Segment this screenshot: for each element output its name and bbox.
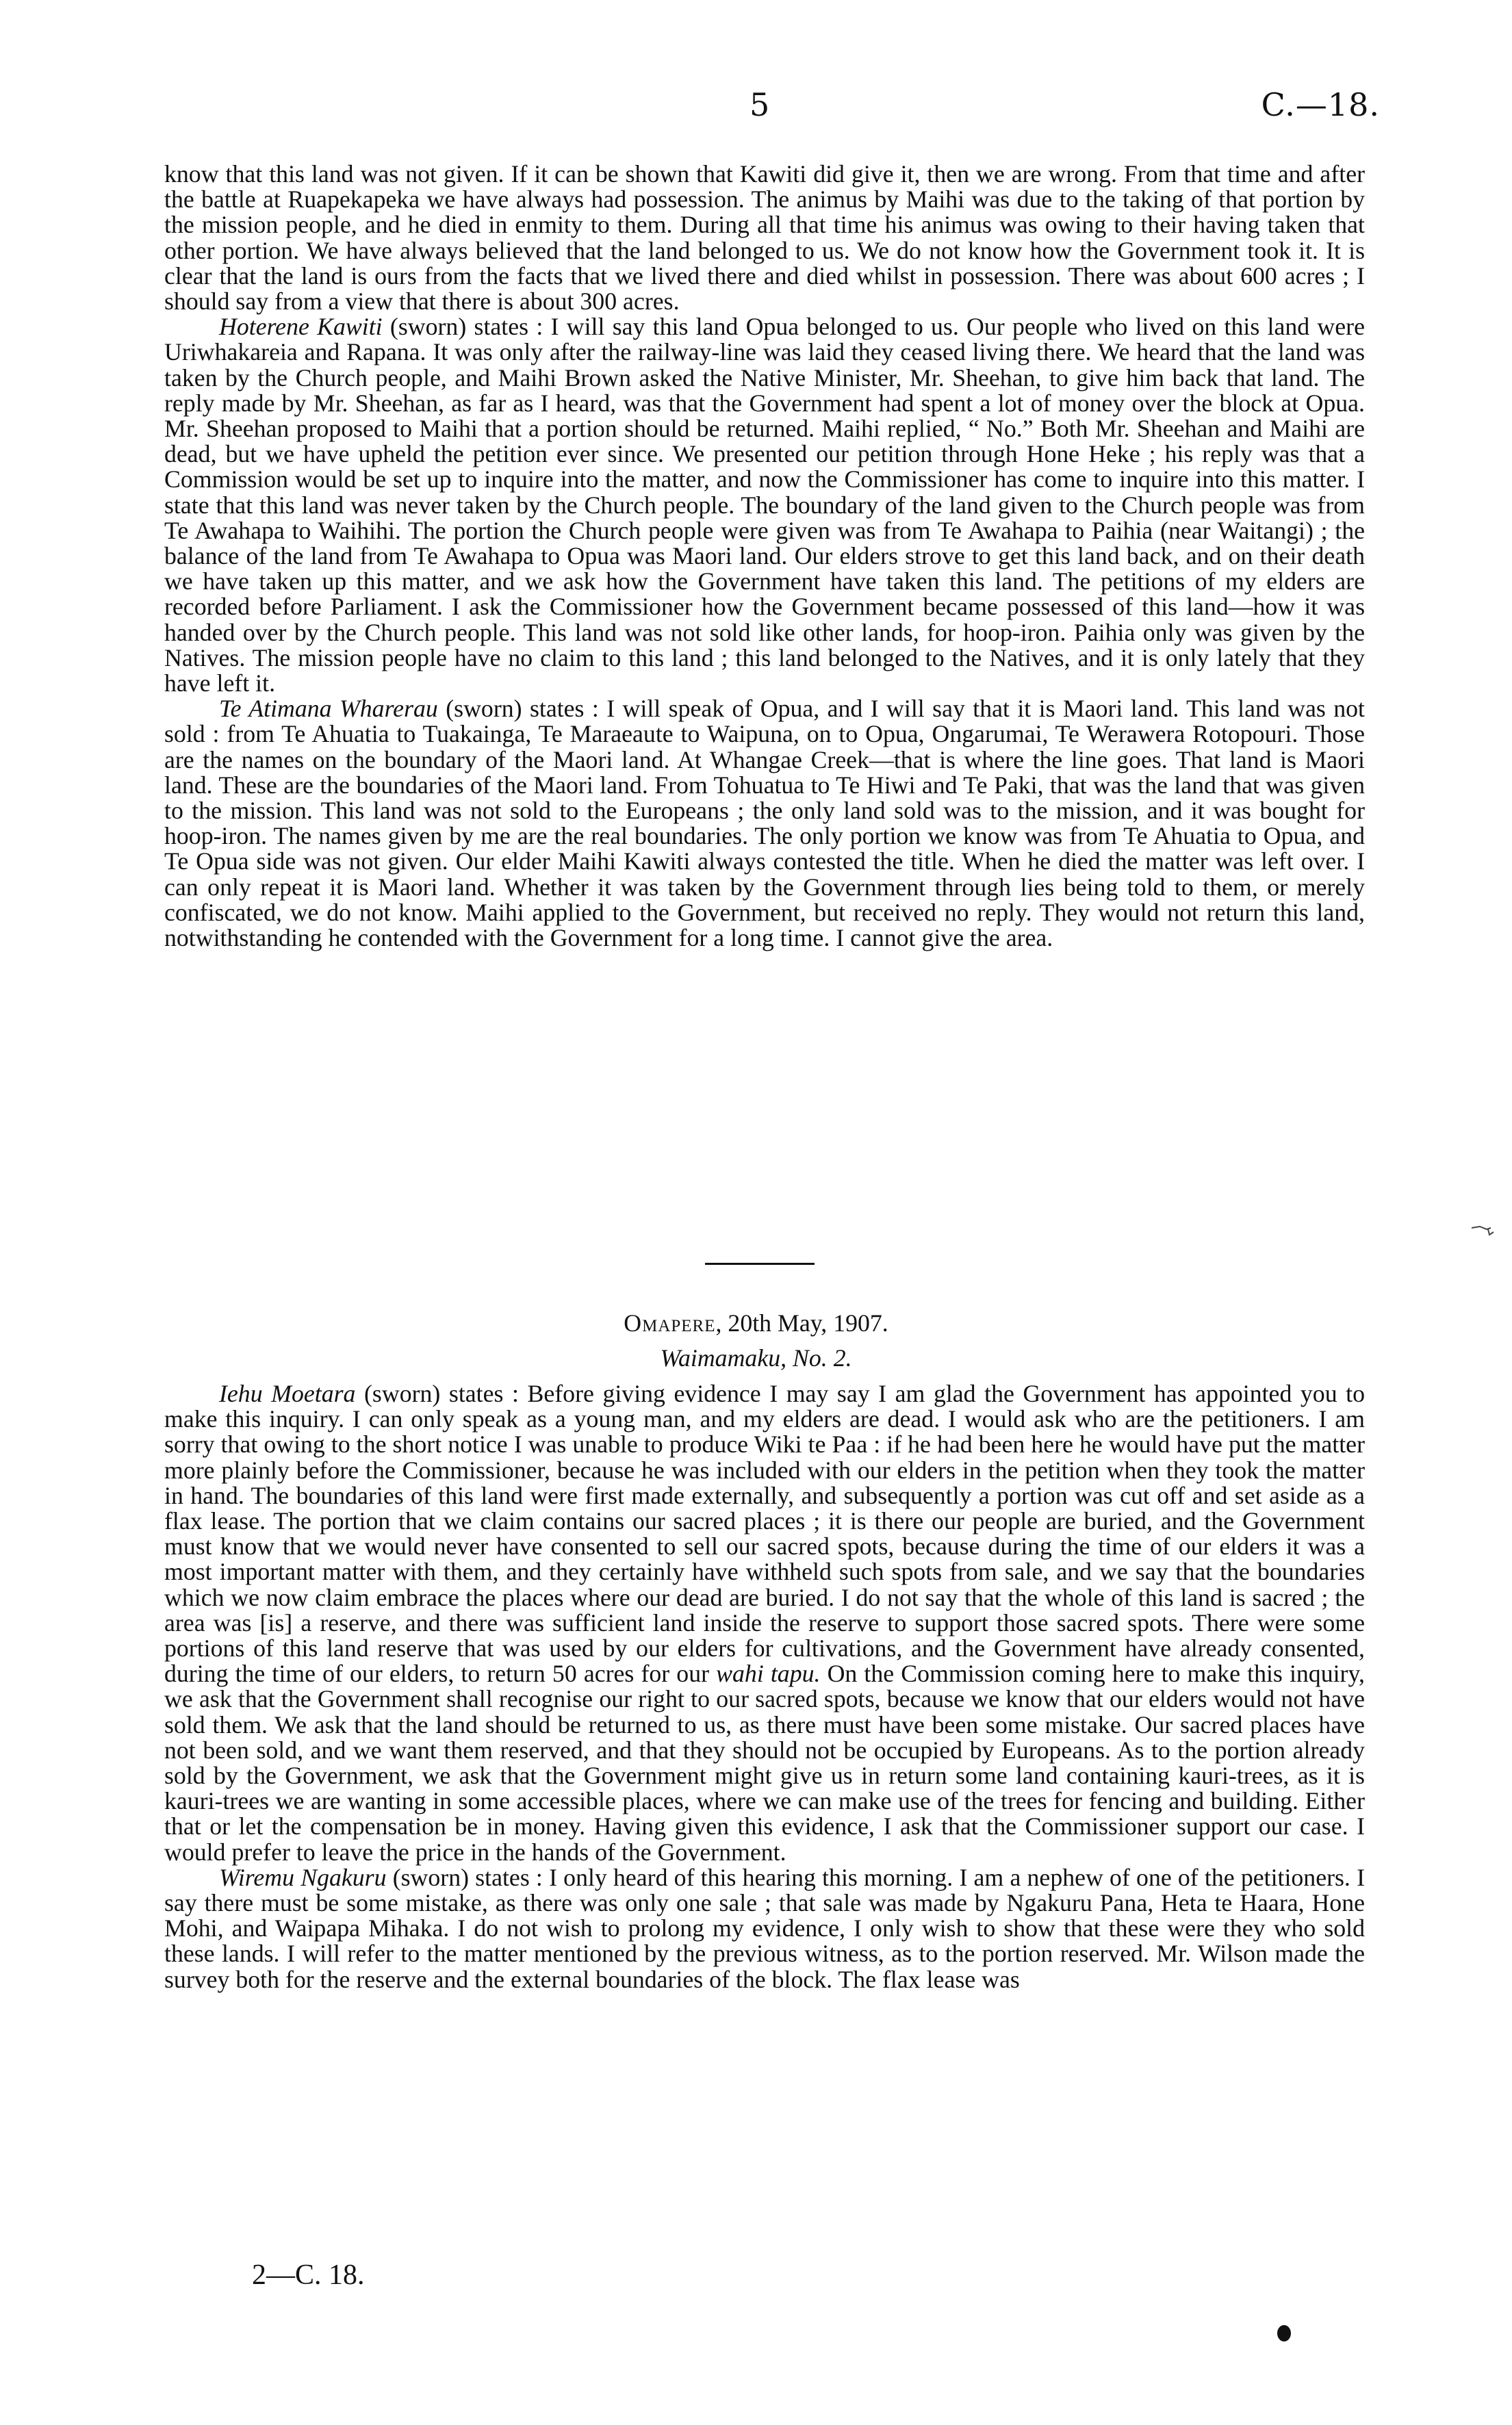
paragraph-iehu-moetara	[164, 1381, 1365, 1865]
signature-reference: 2—C. 18.	[252, 2259, 365, 2291]
page-number: 5	[749, 86, 770, 123]
hearing-date: , 20th May, 1907.	[715, 1309, 888, 1337]
paragraph-continuation: know that this land was not given. If it can be shown that Kawiti did give it, then we are wrong. From that time and after the battle at Ruapekapeka we have always had possession. The animus by Maihi was due to the taking of that portion by the mission people, and he died in enmity to them. During all that time his animus was owing to their having taken that other portion. We have always believed that the land belonged to us. We do not know how the Government took it. It is clear that the land is ours from the facts that we lived there and died whilst in possession. There was about 600 acres ; I should say from a view that there is about 300 acres.	[164, 160, 1365, 316]
testimony-text: (sworn) states : I will speak of Opua, and I will say that it is Maori land. This land was not sold : from Te Ahuatia to Tuakainga, Te Maraeaute to Waipuna, on to Opua, Ongarumai, Te Werawera Rotopouri. Those are the names on the boundary of the Maori land. At Whangae Creek—that is where the line goes. That land is Maori land. These are the boundaries of the Maori land. From Tohuatua to Te Hiwi and Te Paki, that was the land that was given to the mission. This land was not sold to the Europeans ; the only land sold was to the mission, and it was bought for hoop-iron. The names given by me are the real boundaries. The only portion we know was from Te Ahuatia to Opua, and Te Opua side was not given. Our elder Maihi Kawiti always contested the title. When he died the matter was left over. I can only repeat it is Maori land. Whether it was taken by the Government through lies being told to them, or merely confiscated, we do not know. Maihi applied to the Government, but received no reply. They would not return this land, notwithstanding he contended with the Government for a long time. I cannot give the area.	[164, 695, 1365, 952]
speaker-name: Hoterene Kawiti	[219, 313, 383, 341]
speaker-name: Wiremu Ngakuru	[219, 1863, 387, 1891]
evidence-block-waimamaku	[164, 1381, 1365, 1992]
paragraph-hoterene-kawiti	[164, 314, 1365, 696]
speaker-name: Te Atimana Wharerau	[219, 695, 438, 723]
paragraph-te-atimana-wharerau	[164, 696, 1365, 951]
hearing-place: Omapere	[624, 1309, 716, 1337]
testimony-text: On the Commission coming here to make this inquiry, we ask that the Government shall recognise our right to our sacred spots, because we know that our elders would not have sold them. We ask that the land should be returned to us, as there must have been some mistake. Our sacred places have not been sold, and we want them reserved, and that they should not be occupied by Europeans. As to the portion already sold by the Government, we ask that the Government might give us in return some land containing kauri-trees, as it is kauri-trees we are wanting in some accessible places, where we can make use of the trees for fencing and building. Either that or let the compensation be in money. Having given this evidence, I ask that the Commissioner support our case. I would prefer to leave the price in the hands of the Government.	[164, 1660, 1365, 1866]
testimony-text: (sworn) states : Before giving evidence I may say I am glad the Government has appointed you to make this inquiry. I can only speak as a young man, and my elders are dead. I would ask who are the petitioners. I am sorry that owing to the short notice I was unable to produce Wiki te Paa : if he had been here he would have put the matter more plainly before the Commissioner, because he was included with our elders in the petition when they took the matter in hand. The boundaries of this land were first made externally, and subsequently a portion was cut off and set aside as a flax lease. The portion that we claim contains our sacred places ; it is there our people are buried, and the Government must know that we would never have consented to sell our sacred spots, because during the time of our elders it was a most important matter with them, and they certainly have withheld such spots from sale, and we say that the boundaries which we now claim embrace the places where our dead are buried. I do not say that the whole of this land is sacred ; the area was [is] a reserve, and there was sufficient land inside the reserve to support those sacred spots. There were some portions of this land reserve that was used by our elders for cultivations, and the Government have already consented, during the time of our elders, to return 50 acres for our	[164, 1380, 1365, 1688]
stray-ink-mark	[1470, 1224, 1502, 1237]
testimony-text: (sworn) states : I will say this land Opua belonged to us. Our people who lived on this land were Uriwhakareia and Rapana. It was only after the railway-line was laid they ceased living there. We heard that the land was taken by the Church people, and Maihi Brown asked the Native Minister, Mr. Sheehan, to give him back that land. The reply made by Mr. Sheehan, as far as I heard, was that the Government had spent a lot of money over the block at Opua. Mr. Sheehan proposed to Maihi that a portion should be returned. Maihi replied, “ No.” Both Mr. Sheehan and Maihi are dead, but we have upheld the petition ever since. We presented our petition through Hone Heke ; his reply was that a Commission would be set up to inquire into the matter, and now the Commissioner has come to inquire into this matter. I state that this land was never taken by the Church people. The boundary of the land given to the Church people was from Te Awahapa to Waihihi. The portion the Church people were given was from Te Awahapa to Paihia (near Waitangi) ; the balance of the land from Te Awahapa to Opua was Maori land. Our elders strove to get this land back, and on their death we have taken up this matter, and we ask how the Government have taken this land. The petitions of my elders are recorded before Parliament. I ask the Commissioner how the Government became possessed of this land—how it was handed over by the Church people. This land was not sold like other lands, for hoop-iron. Paihia only was given by the Natives. The mission people have no claim to this land ; this land belonged to the Natives, and it is only lately that they have left it.	[164, 313, 1365, 697]
evidence-block-opua	[164, 162, 1365, 951]
section-divider-rule	[705, 1263, 815, 1265]
testimony-text: (sworn) states : I only heard of this hearing this morning. I am a nephew of one of the petitioners. I say there must be some mistake, as there was only one sale ; that sale was made by Ngakuru Pana, Heta te Haara, Hone Mohi, and Waipapa Mihaka. I do not wish to prolong my evidence, I only wish to show that these were they who sold these lands. I will refer to the matter mentioned by the previous witness, as to the portion reserved. Mr. Wilson made the survey both for the reserve and the external boundaries of the block. The flax lease was	[164, 1863, 1365, 1993]
section-subtitle: Waimamaku, No. 2.	[660, 1344, 852, 1372]
page-header	[0, 86, 1512, 127]
speaker-name: Iehu Moetara	[219, 1380, 356, 1407]
maori-term: wahi tapu.	[716, 1660, 821, 1688]
section-heading	[0, 1309, 1512, 1337]
ink-dot	[1277, 2325, 1291, 2341]
document-reference: C.—18.	[1261, 86, 1380, 123]
paragraph-wiremu-ngakuru	[164, 1865, 1365, 1992]
